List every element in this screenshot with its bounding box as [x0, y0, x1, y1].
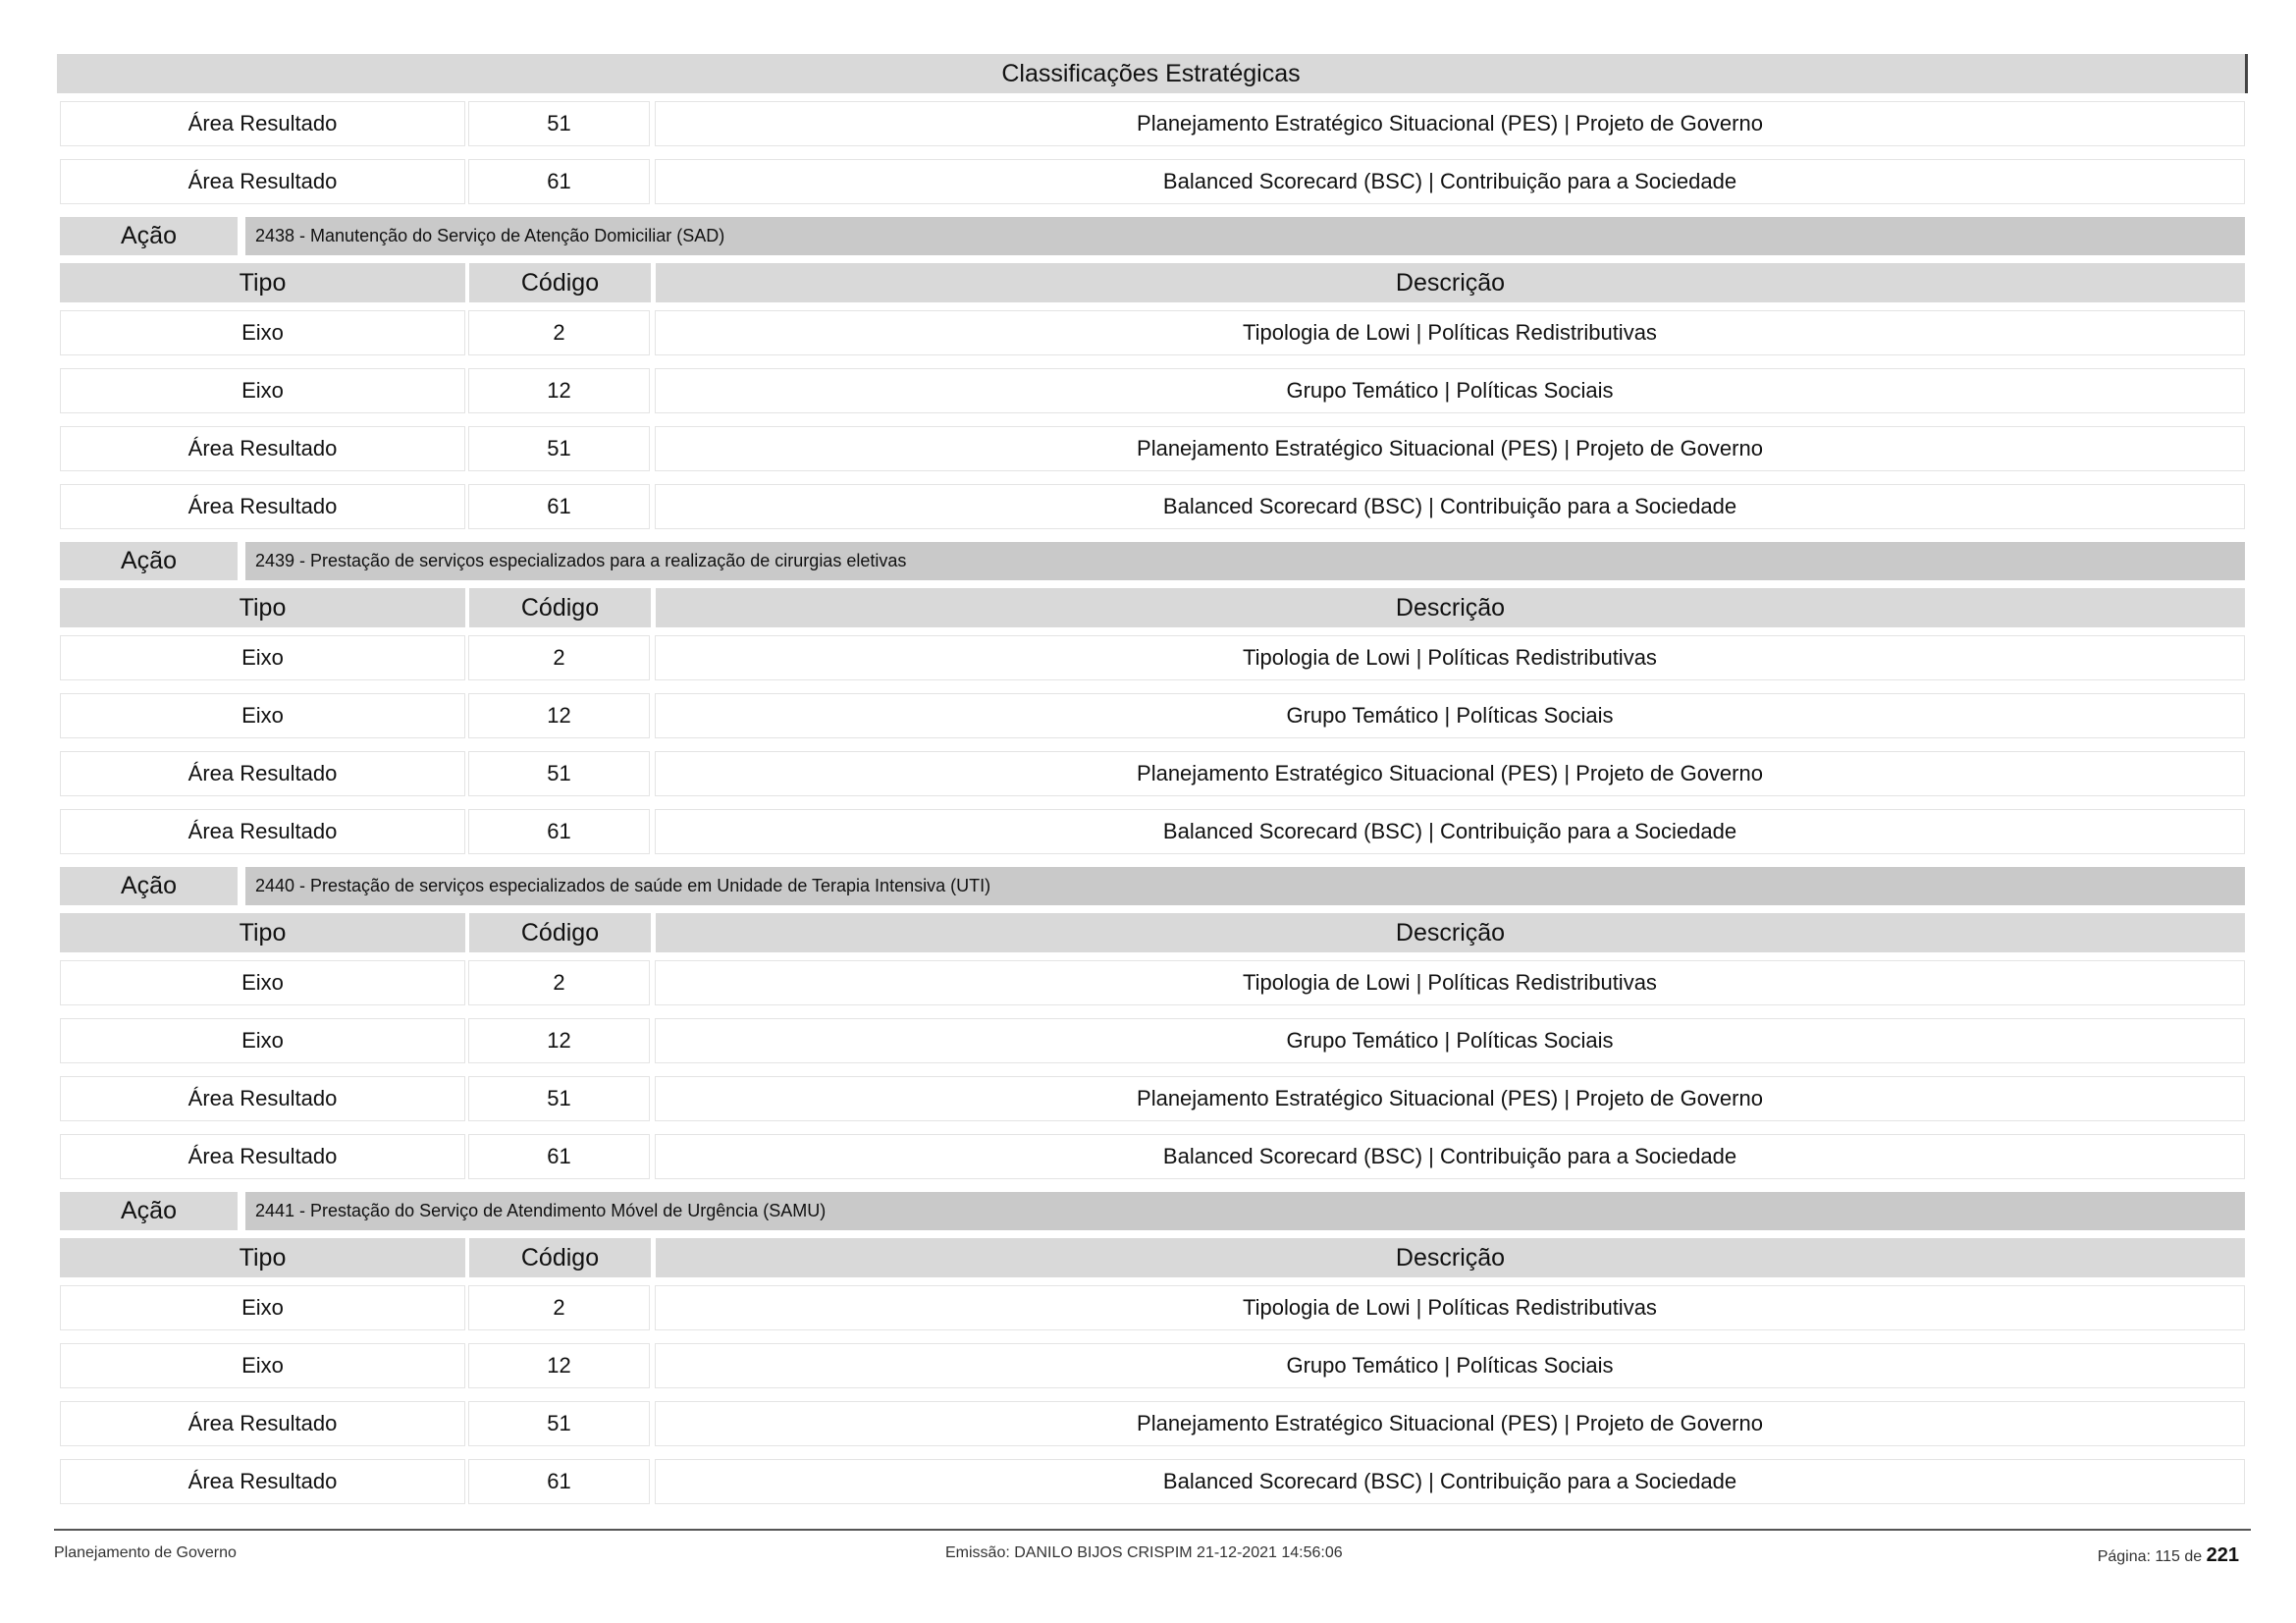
tipo-cell: Área Resultado [60, 751, 465, 796]
codigo-cell: 2 [468, 310, 650, 355]
codigo-cell: 51 [468, 101, 650, 146]
header-tipo: Tipo [60, 1238, 465, 1277]
table-row [60, 310, 2245, 355]
codigo-cell: 12 [468, 1018, 650, 1063]
tipo-cell: Área Resultado [60, 1134, 465, 1179]
codigo-cell: 61 [468, 1134, 650, 1179]
table-row [60, 1343, 2245, 1388]
footer-page-total: 221 [2206, 1544, 2239, 1566]
descricao-cell: Tipologia de Lowi | Políticas Redistributivas [655, 635, 2245, 680]
codigo-cell: 61 [468, 809, 650, 854]
codigo-cell: 61 [468, 1459, 650, 1504]
codigo-cell: 12 [468, 368, 650, 413]
codigo-cell: 61 [468, 484, 650, 529]
acao-label: Ação [60, 1192, 238, 1230]
table-row [60, 1018, 2245, 1063]
table-row [60, 101, 2245, 146]
table-row [60, 635, 2245, 680]
tipo-cell: Área Resultado [60, 1459, 465, 1504]
codigo-cell: 2 [468, 960, 650, 1005]
header-descricao: Descrição [656, 588, 2245, 627]
footer-app-name: Planejamento de Governo [54, 1544, 237, 1561]
descricao-cell: Planejamento Estratégico Situacional (PES) | Projeto de Governo [655, 426, 2245, 471]
codigo-cell: 51 [468, 1076, 650, 1121]
table-header [60, 263, 2245, 302]
table-row [60, 809, 2245, 854]
descricao-cell: Balanced Scorecard (BSC) | Contribuição para a Sociedade [655, 1134, 2245, 1179]
table-row [60, 693, 2245, 738]
descricao-cell: Planejamento Estratégico Situacional (PES) | Projeto de Governo [655, 1076, 2245, 1121]
descricao-cell: Tipologia de Lowi | Políticas Redistributivas [655, 960, 2245, 1005]
tipo-cell: Eixo [60, 1343, 465, 1388]
table-row [60, 960, 2245, 1005]
descricao-cell: Balanced Scorecard (BSC) | Contribuição para a Sociedade [655, 159, 2245, 204]
table-row [60, 1401, 2245, 1446]
descricao-cell: Balanced Scorecard (BSC) | Contribuição para a Sociedade [655, 809, 2245, 854]
acao-header [60, 867, 2245, 905]
header-tipo: Tipo [60, 913, 465, 952]
codigo-cell: 61 [468, 159, 650, 204]
page-footer [54, 1529, 2251, 1570]
table-row [60, 751, 2245, 796]
table-header [60, 913, 2245, 952]
descricao-cell: Tipologia de Lowi | Políticas Redistributivas [655, 1285, 2245, 1330]
footer-page-prefix: Página: 115 de [2097, 1548, 2203, 1565]
descricao-cell: Grupo Temático | Políticas Sociais [655, 1018, 2245, 1063]
acao-header [60, 542, 2245, 580]
header-codigo: Código [469, 1238, 651, 1277]
tipo-cell: Eixo [60, 960, 465, 1005]
section-title: Classificações Estratégicas [57, 54, 2248, 93]
tipo-cell: Eixo [60, 693, 465, 738]
table-row [60, 426, 2245, 471]
tipo-cell: Área Resultado [60, 484, 465, 529]
acao-title: 2438 - Manutenção do Serviço de Atenção Domiciliar (SAD) [245, 217, 2245, 255]
tipo-cell: Eixo [60, 1285, 465, 1330]
table-header [60, 1238, 2245, 1277]
tipo-cell: Área Resultado [60, 1401, 465, 1446]
codigo-cell: 51 [468, 426, 650, 471]
tipo-cell: Área Resultado [60, 1076, 465, 1121]
descricao-cell: Balanced Scorecard (BSC) | Contribuição para a Sociedade [655, 484, 2245, 529]
header-tipo: Tipo [60, 263, 465, 302]
table-row [60, 159, 2245, 204]
descricao-cell: Tipologia de Lowi | Políticas Redistributivas [655, 310, 2245, 355]
descricao-cell: Planejamento Estratégico Situacional (PES) | Projeto de Governo [655, 751, 2245, 796]
acao-title: 2441 - Prestação do Serviço de Atendimento Móvel de Urgência (SAMU) [245, 1192, 2245, 1230]
acao-header [60, 217, 2245, 255]
codigo-cell: 12 [468, 693, 650, 738]
classificacoes-section [57, 54, 2248, 1517]
table-row [60, 368, 2245, 413]
tipo-cell: Eixo [60, 1018, 465, 1063]
header-descricao: Descrição [656, 913, 2245, 952]
header-codigo: Código [469, 913, 651, 952]
header-codigo: Código [469, 263, 651, 302]
table-row [60, 1459, 2245, 1504]
table-header [60, 588, 2245, 627]
header-descricao: Descrição [656, 1238, 2245, 1277]
table-row [60, 1134, 2245, 1179]
tipo-cell: Eixo [60, 368, 465, 413]
tipo-cell: Área Resultado [60, 101, 465, 146]
codigo-cell: 2 [468, 635, 650, 680]
descricao-cell: Planejamento Estratégico Situacional (PES) | Projeto de Governo [655, 1401, 2245, 1446]
descricao-cell: Grupo Temático | Políticas Sociais [655, 693, 2245, 738]
acao-title: 2440 - Prestação de serviços especializados de saúde em Unidade de Terapia Intensiva (UTI) [245, 867, 2245, 905]
tipo-cell: Área Resultado [60, 809, 465, 854]
footer-emission: Emissão: DANILO BIJOS CRISPIM 21-12-2021 14:56:06 [945, 1544, 1343, 1561]
header-descricao: Descrição [656, 263, 2245, 302]
tipo-cell: Eixo [60, 310, 465, 355]
header-codigo: Código [469, 588, 651, 627]
table-row [60, 1076, 2245, 1121]
codigo-cell: 12 [468, 1343, 650, 1388]
tipo-cell: Área Resultado [60, 159, 465, 204]
acao-title: 2439 - Prestação de serviços especializados para a realização de cirurgias eletivas [245, 542, 2245, 580]
table-row [60, 484, 2245, 529]
table-row [60, 1285, 2245, 1330]
descricao-cell: Grupo Temático | Políticas Sociais [655, 368, 2245, 413]
tipo-cell: Eixo [60, 635, 465, 680]
footer-page-number [2098, 1544, 2239, 1567]
descricao-cell: Grupo Temático | Políticas Sociais [655, 1343, 2245, 1388]
acao-header [60, 1192, 2245, 1230]
acao-label: Ação [60, 542, 238, 580]
acao-label: Ação [60, 217, 238, 255]
descricao-cell: Balanced Scorecard (BSC) | Contribuição para a Sociedade [655, 1459, 2245, 1504]
codigo-cell: 2 [468, 1285, 650, 1330]
codigo-cell: 51 [468, 1401, 650, 1446]
tipo-cell: Área Resultado [60, 426, 465, 471]
codigo-cell: 51 [468, 751, 650, 796]
descricao-cell: Planejamento Estratégico Situacional (PES) | Projeto de Governo [655, 101, 2245, 146]
acao-label: Ação [60, 867, 238, 905]
header-tipo: Tipo [60, 588, 465, 627]
